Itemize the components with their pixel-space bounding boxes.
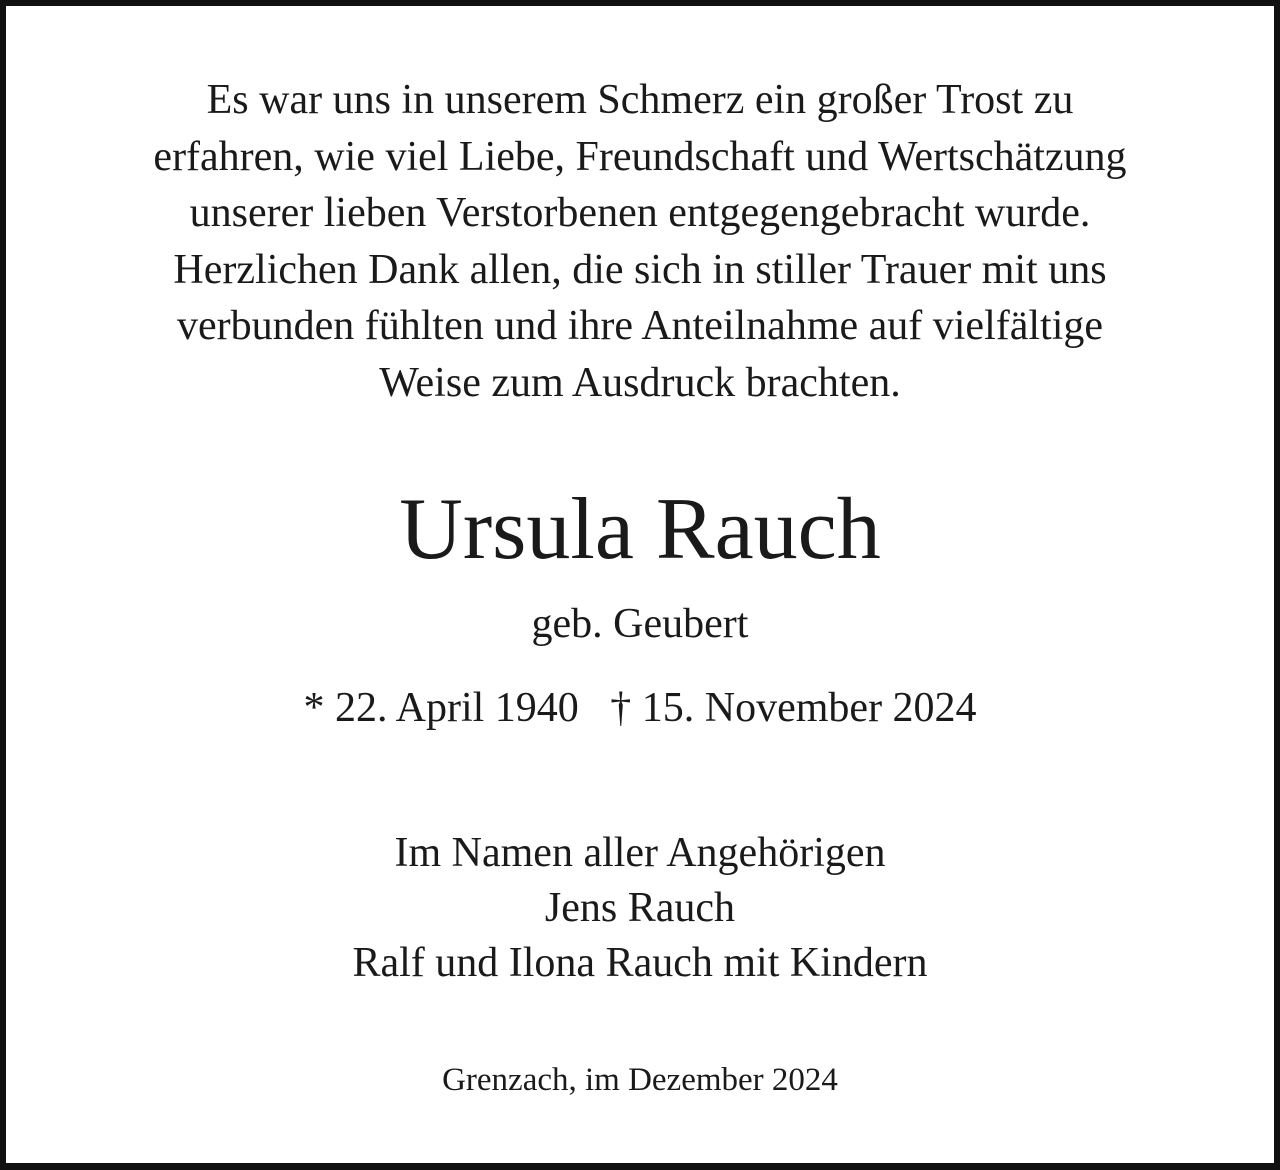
life-dates bbox=[6, 682, 1274, 734]
thank-you-line: Es war uns in unserem Schmerz ein großer Trost zu bbox=[206, 77, 1074, 123]
place-and-date: Grenzach, im Dezember 2024 bbox=[442, 1062, 838, 1098]
birth-date: * 22. April 1940 bbox=[303, 685, 579, 731]
deceased-name: Ursula Rauch bbox=[399, 481, 881, 578]
maiden-name: geb. Geubert bbox=[531, 601, 749, 647]
thank-you-line: verbunden fühlten und ihre Anteilnahme auf vielfältige bbox=[176, 303, 1104, 349]
mourners-block bbox=[6, 826, 1274, 991]
thank-you-line: Weise zum Ausdruck brachten. bbox=[379, 359, 901, 406]
mourners-line: Jens Rauch bbox=[544, 885, 736, 931]
mourners-line: Ralf und Ilona Rauch mit Kindern bbox=[352, 940, 928, 986]
thank-you-line: unserer lieben Verstorbenen entgegengebracht wurde. bbox=[189, 190, 1091, 236]
mourners-line: Im Namen aller Angehörigen bbox=[394, 830, 886, 876]
thank-you-text bbox=[6, 72, 1274, 411]
death-date: † 15. November 2024 bbox=[610, 685, 977, 731]
thank-you-line: Herzlichen Dank allen, die sich in stiller Trauer mit uns bbox=[173, 246, 1107, 293]
thank-you-line: erfahren, wie viel Liebe, Freundschaft und Wertschätzung bbox=[153, 133, 1127, 180]
